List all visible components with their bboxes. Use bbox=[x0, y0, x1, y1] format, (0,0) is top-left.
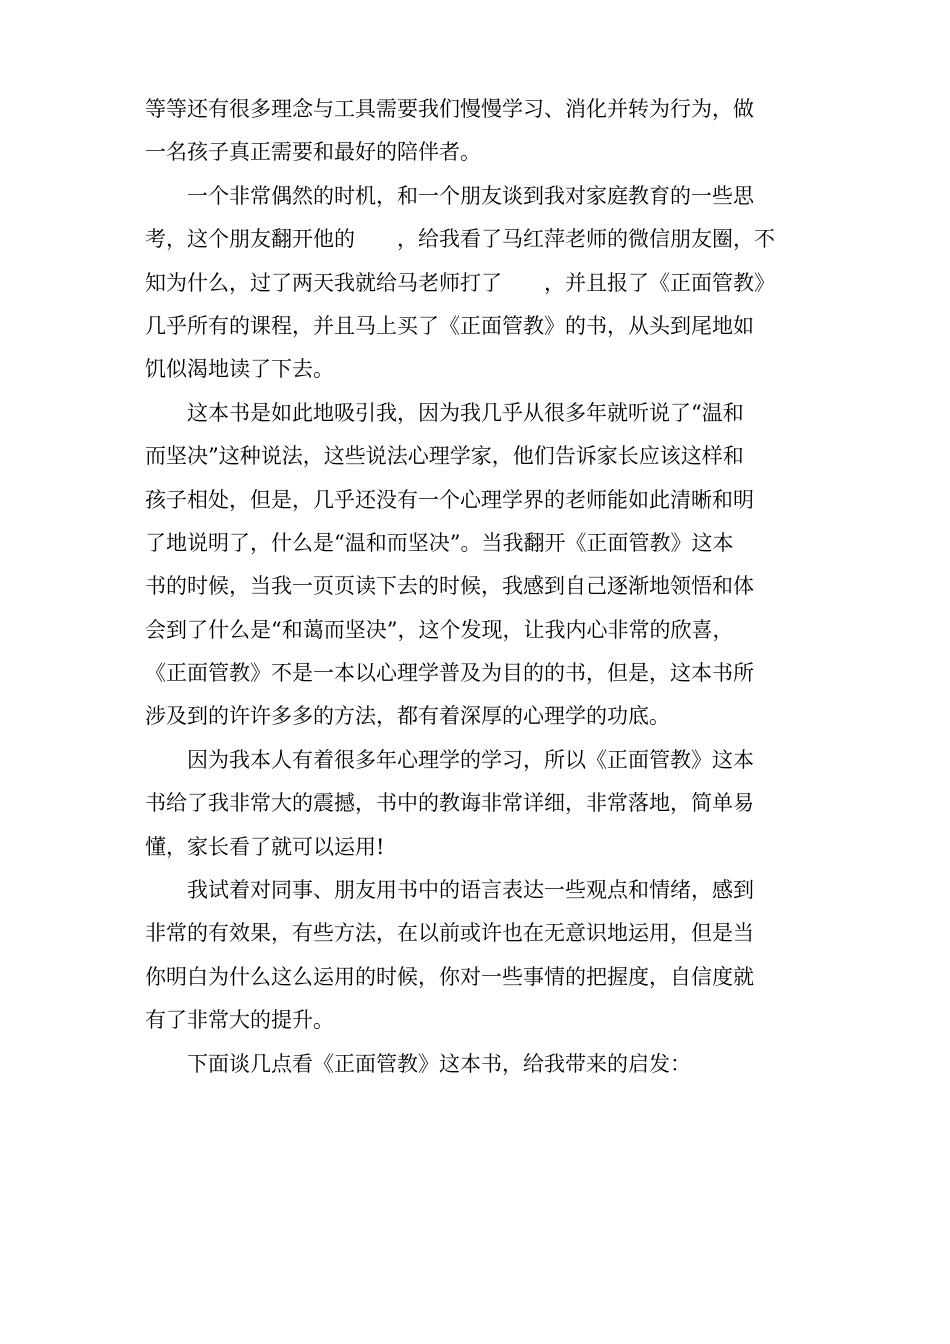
text-line: 书的时候，当我一页页读下去的时候，我感到自己逐渐地领悟和体 bbox=[145, 574, 754, 599]
text-line: 饥似渴地读了下去。 bbox=[145, 357, 334, 382]
text-line: 会到了什么是“和蔼而坚决”，这个发现，让我内心非常的欣喜， bbox=[145, 617, 734, 642]
text-line: 了地说明了，什么是“温和而坚决”。当我翻开《正面管教》这本 bbox=[145, 530, 734, 555]
text-line: 一名孩子真正需要和最好的陪伴者。 bbox=[145, 140, 481, 165]
text-line: 非常的有效果，有些方法，在以前或许也在无意识地运用，但是当 bbox=[145, 921, 754, 946]
paragraph-6 bbox=[145, 1043, 810, 1086]
text-line: 书给了我非常大的震撼，书中的教诲非常详细，非常落地，简单易 bbox=[145, 791, 754, 816]
text-line: 有了非常大的提升。 bbox=[145, 1008, 334, 1033]
text-line: 几乎所有的课程，并且马上买了《正面管教》的书，从头到尾地如 bbox=[145, 313, 754, 338]
text-line: 懂，家长看了就可以运用! bbox=[145, 834, 385, 859]
text-line: 考，这个朋友翻开他的 ，给我看了马红萍老师的微信朋友圈，不 bbox=[145, 227, 775, 252]
text-line: 你明白为什么这么运用的时候，你对一些事情的把握度，自信度就 bbox=[145, 964, 754, 989]
text-line: 一个非常偶然的时机，和一个朋友谈到我对家庭教育的一些思 bbox=[145, 183, 754, 208]
text-line: 等等还有很多理念与工具需要我们慢慢学习、消化并转为行为，做 bbox=[145, 97, 754, 121]
text-line: 因为我本人有着很多年心理学的学习，所以《正面管教》这本 bbox=[145, 747, 754, 772]
paragraph-5 bbox=[145, 869, 810, 1043]
text-line: 这本书是如此地吸引我，因为我几乎从很多年就听说了“温和 bbox=[145, 400, 744, 425]
paragraph-3 bbox=[145, 392, 810, 739]
text-line: 我试着对同事、朋友用书中的语言表达一些观点和情绪，感到 bbox=[145, 878, 754, 903]
text-line: 而坚决”这种说法，这些说法心理学家，他们告诉家长应该这样和 bbox=[145, 444, 744, 469]
paragraph-4 bbox=[145, 739, 810, 869]
paragraph-2 bbox=[145, 175, 810, 392]
text-line: 下面谈几点看《正面管教》这本书，给我带来的启发： bbox=[145, 1051, 691, 1076]
text-line: 涉及到的许许多多的方法，都有着深厚的心理学的功底。 bbox=[145, 704, 670, 729]
paragraph-1 bbox=[145, 88, 810, 175]
text-line: 孩子相处，但是，几乎还没有一个心理学界的老师能如此清晰和明 bbox=[145, 487, 754, 512]
text-line: 知为什么，过了两天我就给马老师打了 ，并且报了《正面管教》 bbox=[145, 270, 775, 295]
text-line: 《正面管教》不是一本以心理学普及为目的的书，但是，这本书所 bbox=[145, 661, 754, 686]
document-page bbox=[145, 88, 810, 1086]
